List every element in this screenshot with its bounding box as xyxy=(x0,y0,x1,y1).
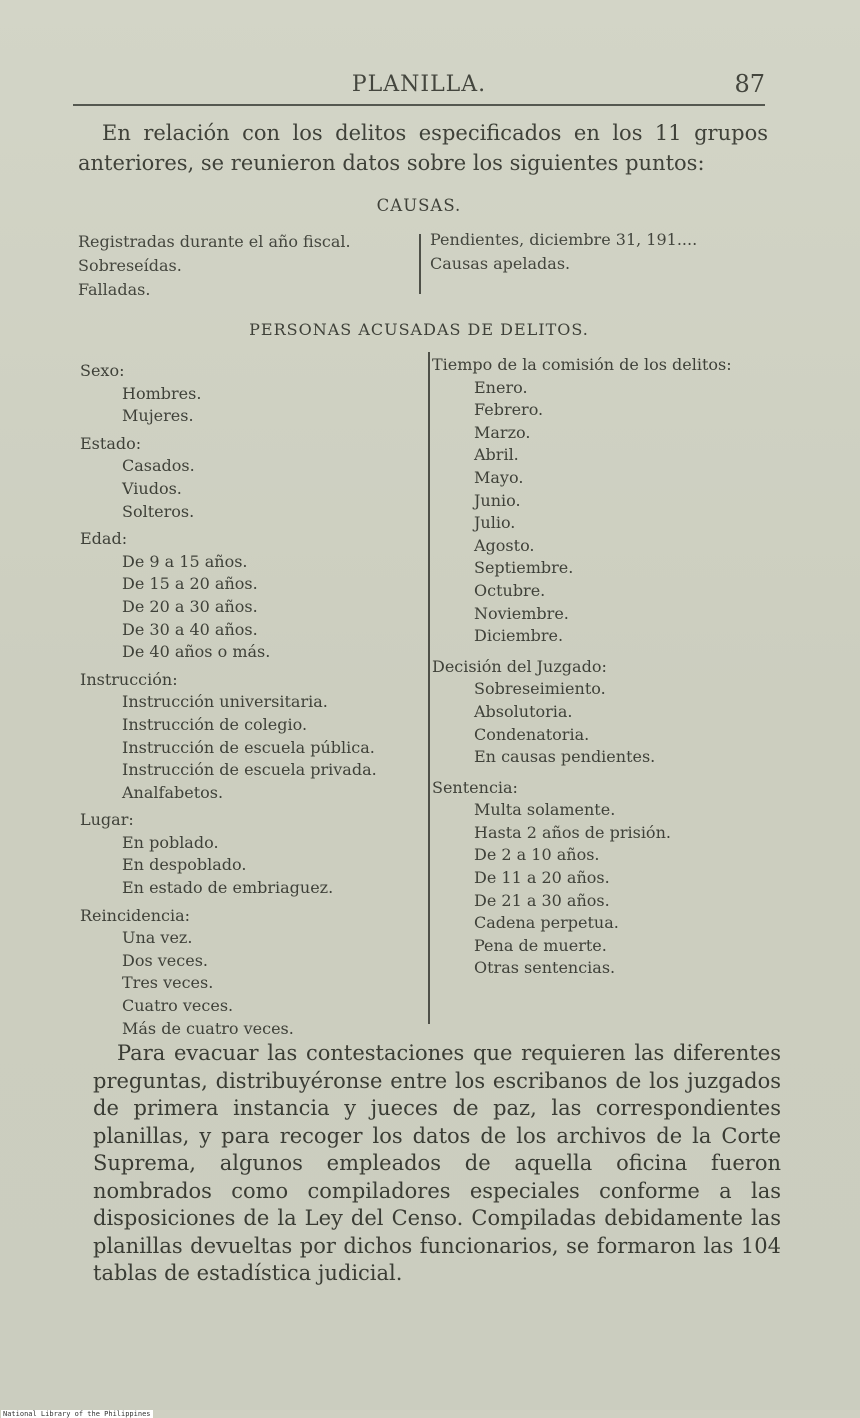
category-item: Febrero. xyxy=(474,400,544,420)
causas-item: Sobreseídas. xyxy=(78,256,182,275)
category-item: Hasta 2 años de prisión. xyxy=(474,822,671,842)
category-item: Casados. xyxy=(122,456,195,476)
header-rule xyxy=(73,104,765,106)
category-group xyxy=(432,777,792,980)
category-item: Abril. xyxy=(474,445,519,465)
category-group xyxy=(80,669,420,805)
category-group xyxy=(432,354,792,648)
category-item: Solteros. xyxy=(122,501,195,521)
personas-right-column xyxy=(432,354,792,980)
category-group xyxy=(80,528,420,664)
category-item: De 11 a 20 años. xyxy=(474,868,610,888)
category-group xyxy=(80,809,420,899)
personas-heading: PERSONAS ACUSADAS DE DELITOS. xyxy=(249,320,589,339)
running-header xyxy=(73,70,765,104)
category-label: Reincidencia: xyxy=(80,905,191,925)
causas-item: Pendientes, diciembre 31, 191.... xyxy=(430,230,698,249)
category-item: De 20 a 30 años. xyxy=(122,596,258,616)
intro-paragraph: En relación con los delitos especificados en los 11 grupos anteriores, se reunieron datos sobre los siguientes puntos: xyxy=(78,121,768,175)
category-item: Mayo. xyxy=(474,467,524,487)
category-item: Una vez. xyxy=(122,928,193,948)
category-item: Enero. xyxy=(474,377,528,397)
category-item: Septiembre. xyxy=(474,558,574,578)
category-item: Junio. xyxy=(474,490,521,510)
category-item: Dos veces. xyxy=(122,950,208,970)
category-item: Cuatro veces. xyxy=(122,996,234,1016)
category-item: De 40 años o más. xyxy=(122,642,271,662)
closing-paragraph: Para evacuar las contestaciones que requieren las diferentes preguntas, distribuyéronse entre los escribanos de los juzgados de primera instancia y jueces de paz, las correspondientes planillas, y para recoger los datos de los archivos de la Corte Suprema, algunos empleados de aquella oficina fueron nombrados como compiladores especiales conforme a las disposiciones de la Ley del Censo. Compiladas debidamente las planillas devueltas por dichos funcionarios, se formaron las 104 tablas de estadística judicial. xyxy=(93,1041,781,1285)
causas-left-list xyxy=(78,230,351,302)
category-group xyxy=(432,656,792,769)
causas-item: Registradas durante el año fiscal. xyxy=(78,232,351,251)
category-item: Agosto. xyxy=(474,535,535,555)
category-item: De 21 a 30 años. xyxy=(474,890,610,910)
category-item: Octubre. xyxy=(474,580,546,600)
category-item: Instrucción de escuela pública. xyxy=(122,737,375,757)
category-item: Diciembre. xyxy=(474,626,564,646)
category-group xyxy=(80,905,420,1041)
category-item: Cadena perpetua. xyxy=(474,913,619,933)
category-item: De 2 a 10 años. xyxy=(474,845,600,865)
category-item: Instrucción de escuela privada. xyxy=(122,760,377,780)
category-item: Instrucción universitaria. xyxy=(122,692,328,712)
category-item: De 15 a 20 años. xyxy=(122,574,258,594)
category-item: Marzo. xyxy=(474,422,531,442)
category-item: Absolutoria. xyxy=(474,701,573,721)
category-label: Lugar: xyxy=(80,810,134,830)
personas-divider xyxy=(428,352,430,1024)
causas-item: Falladas. xyxy=(78,280,151,299)
category-label: Tiempo de la comisión de los delitos: xyxy=(432,355,732,374)
category-item: Julio. xyxy=(474,513,516,533)
causas-heading: CAUSAS. xyxy=(376,196,462,215)
category-item: Tres veces. xyxy=(122,973,214,993)
category-group xyxy=(80,433,420,523)
category-group xyxy=(80,360,420,428)
category-item: Instrucción de colegio. xyxy=(122,714,308,734)
causas-item: Causas apeladas. xyxy=(430,254,571,273)
category-label: Decisión del Juzgado: xyxy=(432,656,607,676)
category-item: Mujeres. xyxy=(122,406,194,426)
library-credit: National Library of the Philippines xyxy=(3,1410,151,1418)
category-item: Condenatoria. xyxy=(474,724,590,744)
category-item: Multa solamente. xyxy=(474,800,616,820)
category-item: De 30 a 40 años. xyxy=(122,619,258,639)
category-item: En estado de embriaguez. xyxy=(122,878,334,898)
category-item: Sobreseimiento. xyxy=(474,679,606,699)
category-item: En causas pendientes. xyxy=(474,747,656,767)
category-label: Sexo: xyxy=(80,361,125,380)
category-item: En poblado. xyxy=(122,832,219,852)
personas-left-column xyxy=(80,360,420,1040)
category-item: Viudos. xyxy=(122,478,182,498)
causas-right-list xyxy=(430,228,697,276)
page-number: 87 xyxy=(734,70,765,98)
category-label: Instrucción: xyxy=(80,669,178,689)
category-label: Sentencia: xyxy=(432,777,518,797)
category-item: Otras sentencias. xyxy=(474,958,616,978)
causas-divider xyxy=(419,234,421,294)
page-title: PLANILLA. xyxy=(351,72,487,97)
category-item: Pena de muerte. xyxy=(474,935,607,955)
category-label: Estado: xyxy=(80,433,142,453)
category-item: De 9 a 15 años. xyxy=(122,551,248,571)
category-label: Edad: xyxy=(80,529,128,549)
category-item: Analfabetos. xyxy=(122,782,224,802)
category-item: Noviembre. xyxy=(474,603,569,623)
category-item: Hombres. xyxy=(122,383,202,403)
category-item: Más de cuatro veces. xyxy=(122,1018,294,1038)
category-item: En despoblado. xyxy=(122,855,247,875)
